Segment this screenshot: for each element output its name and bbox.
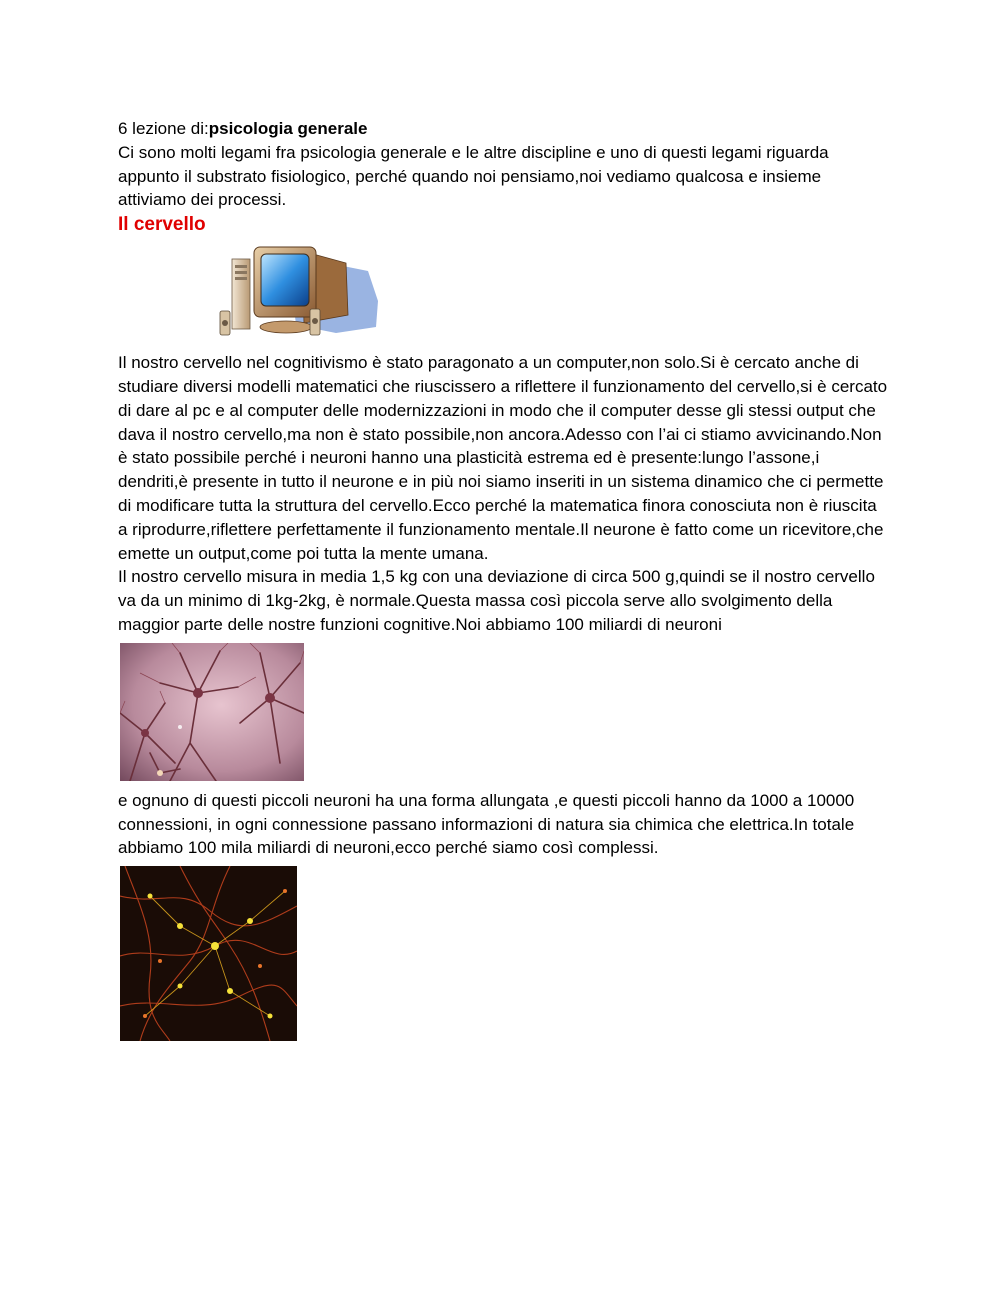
lesson-title: 6 lezione di:psicologia generale [118,119,368,138]
paragraph-cognitivism: Il nostro cervello nel cognitivismo è stato paragonato a un computer,non solo.Si è cercato anche di studiare diversi modelli matematici che riuscissero a riflettere il funzionamento del cervello,si è cercato di dare al pc e al computer delle modernizzazioni in modo che il computer desse gli stessi output che dava il nostro cervello,ma non è stato possibile,non ancora.Adesso con l’ai ci stiamo avvicinando.Non è stato possibile perché i neuroni hanno una plasticità estrema ed è presente:lungo l’assone,i dendriti,è presente in tutto il neurone e in più noi siamo inseriti in un sistema dinamico che ci permette di modificare tutta la struttura del cervello.Ecco perché la matematica finora conosciuta non è riuscita a riprodurre,riflettere perfettamente il funzionamento mentale.Il neurone è fatto come un ricevitore,che emette un output,come poi tutta la mente umana. [118,353,888,563]
intro-paragraph: Ci sono molti legami fra psicologia generale e le altre discipline e uno di questi legami riguarda appunto il substrato fisiologico, perché quando noi pensiamo,noi vediamo qualcosa e insieme attiviamo dei processi. [118,142,829,210]
document-page [118,117,888,1041]
section-heading: Il cervello [118,214,206,236]
neurons-fluorescent-micrograph [120,866,297,1041]
computer-illustration [218,241,382,345]
paragraph-brain-weight: Il nostro cervello misura in media 1,5 kg con una deviazione di circa 500 g,quindi se il nostro cervello va da un minimo di 1kg-2kg, è normale.Questa massa così piccola serve allo svolgimento della maggior parte delle nostre funzioni cognitive.Noi abbiamo 100 miliardi di neuroni [118,567,875,634]
lesson-subject: psicologia generale [208,119,368,138]
paragraph-connections: e ognuno di questi piccoli neuroni ha una forma allungata ,e questi piccoli hanno da 1000 a 10000 connessioni, in ogni connessione passano informazioni di natura sia chimica che elettrica.In totale abbiamo 100 mila miliardi di neuroni,ecco perché siamo così complessi. [118,790,855,858]
neurons-pink-illustration [120,643,304,781]
